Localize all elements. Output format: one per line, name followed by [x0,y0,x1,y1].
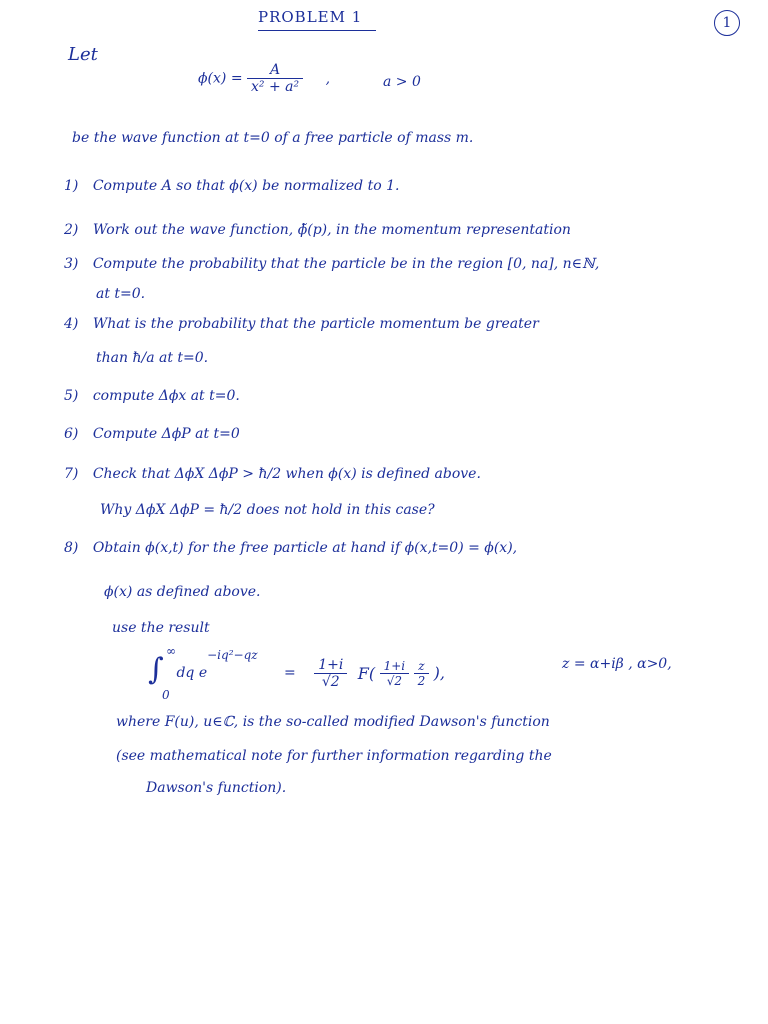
item-text: Check that ΔϕX ΔϕP > ħ/2 when ϕ(x) is defined above. [92,466,481,482]
coefficient-denominator: √2 [321,673,340,690]
item-number: 3) [64,256,79,272]
page-title: PROBLEM 1 [258,8,363,26]
integral-sign-group [148,644,176,702]
phi-fraction [247,62,303,95]
item-number: 7) [64,466,79,482]
closing-line: Dawson's function). [146,780,287,796]
coefficient-numerator: 1+i [314,657,347,674]
argument-a-denominator: √2 [386,673,402,688]
positivity-condition: a > 0 [383,74,421,90]
definition-comma: , [325,70,331,87]
argument-fraction-b [414,659,430,688]
item-text: Obtain ϕ(x,t) for the free particle at hand if ϕ(x,t=0) = ϕ(x), [92,540,518,556]
list-item-continuation [96,286,145,302]
item-number: 1) [64,178,79,194]
integral-lower-limit: 0 [162,688,170,702]
page-number-circle: 1 [714,10,740,36]
exponent: −iq²−qz [207,648,258,662]
item-number: 8) [64,540,79,556]
intro-statement: be the wave function at t=0 of a free particle of mass m. [72,130,474,146]
let-word: Let [68,44,98,65]
title-underline [258,30,376,31]
coefficient-fraction [314,657,347,690]
item-text: Compute A so that ϕ(x) be normalized to 1. [92,178,400,194]
list-item [64,316,539,332]
phi-denominator: x² + a² [251,79,300,95]
phi-lhs: ϕ(x) = [198,70,243,87]
item-text: than ħ/a at t=0. [96,350,209,366]
list-item [64,426,240,442]
item-text: What is the probability that the particle momentum be greater [92,316,539,332]
argument-fraction-a [380,659,410,688]
argument-a-numerator: 1+i [380,659,410,674]
item-text: Why ΔϕX ΔϕP = ħ/2 does not hold in this case? [100,502,435,518]
item-text: Compute ΔϕP at t=0 [92,426,240,442]
list-item [64,466,481,482]
list-item [64,222,571,238]
item-text: Compute the probability that the particle be in the region [0, na], n∈ℕ, [92,256,600,272]
item-text: Work out the wave function, ϕ̃(p), in the momentum representation [92,222,571,238]
list-item [64,540,517,556]
item-number: 6) [64,426,79,442]
list-item-continuation [104,584,260,600]
closing-line: (see mathematical note for further information regarding the [116,748,552,764]
item-number: 4) [64,316,79,332]
argument-b-denominator: 2 [417,673,426,688]
integral-upper-limit: ∞ [166,644,176,658]
list-item-continuation [100,502,435,518]
closing-line: where F(u), u∈ℂ, is the so-called modified Dawson's function [116,714,550,730]
integral-symbol: ∫ [148,652,164,687]
argument-b-numerator: z [414,659,430,674]
phi-numerator: A [247,62,303,79]
integral-conditions: z = α+iβ , α>0, [562,656,672,672]
item-number: 2) [64,222,79,238]
wave-function-definition [198,62,330,95]
list-item [64,388,240,404]
item-text: use the result [112,620,210,636]
item-text: compute Δϕx at t=0. [92,388,240,404]
integrand: dq e [176,665,208,681]
item-text: at t=0. [96,286,146,302]
function-name: F( [357,663,376,683]
list-item-continuation [112,620,210,636]
integral-formula [148,644,445,702]
item-number: 5) [64,388,79,404]
item-text: ϕ(x) as defined above. [104,584,261,600]
list-item [64,178,399,194]
list-item-continuation [96,350,208,366]
function-close: ), [433,663,445,683]
equals-sign: = [284,665,296,681]
list-item [64,256,599,272]
